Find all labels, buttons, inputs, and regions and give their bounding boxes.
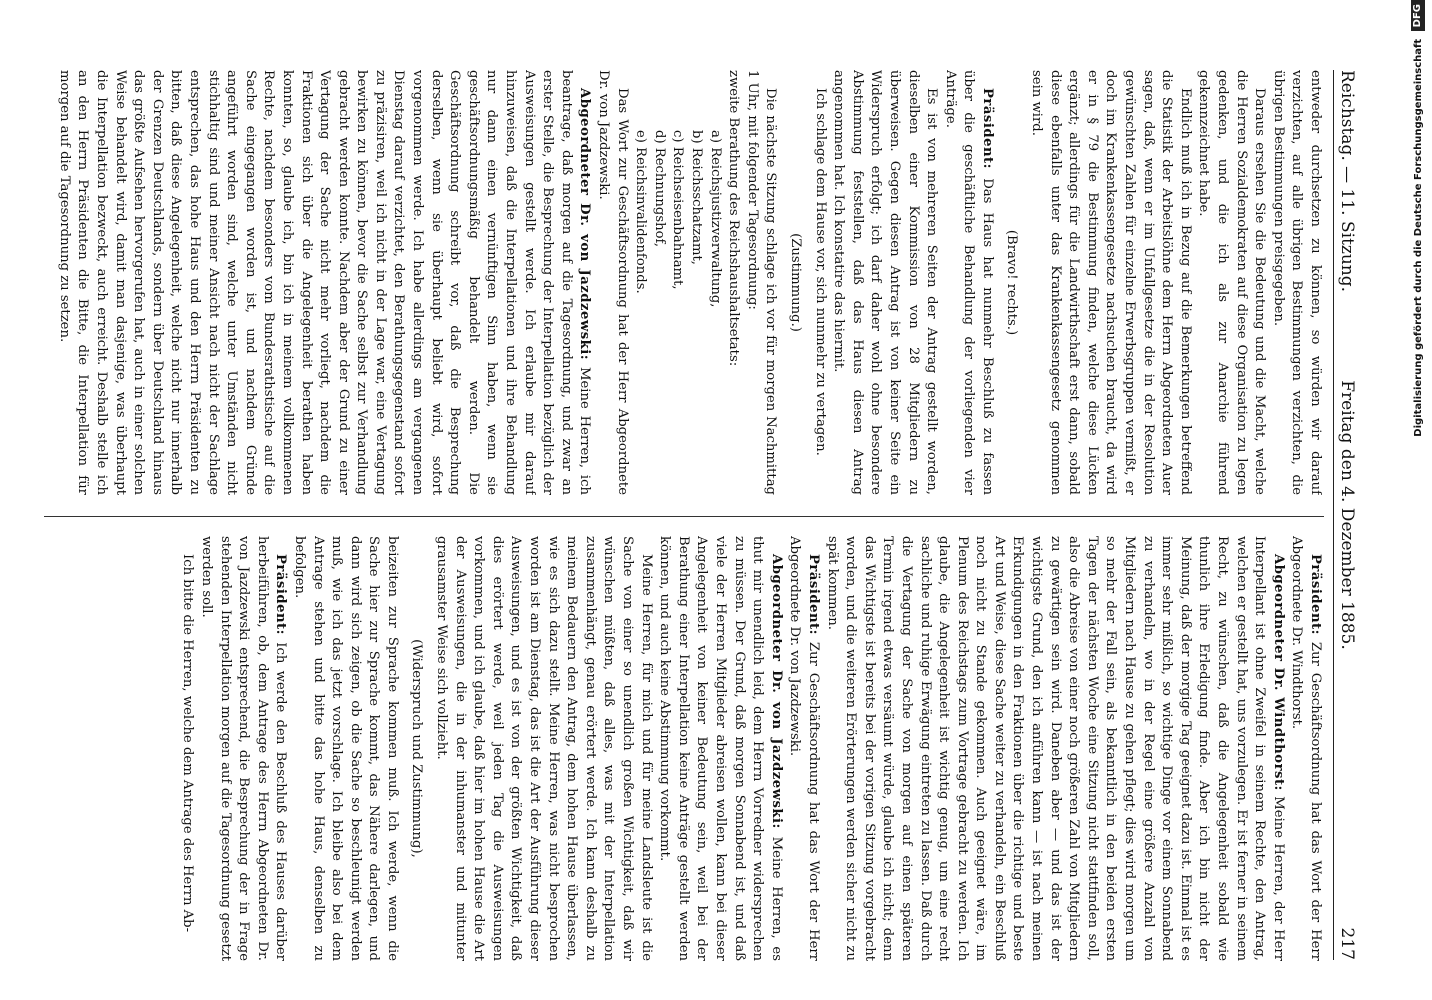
- paragraph: entweder durchsetzen zu können, so würden wir darauf verzichten, auf alle übrigen Bestimmungen verzichten, die übrigen Bestimmungen preisgegeben.: [1270, 70, 1323, 495]
- paragraph: Endlich muß ich in Bezug auf die Bemerkungen betreffend die Statistik der Arbeitslöhne dem Herrn Abgeordneten Auer sagen, daß, wenn er im Unfallgesetze die in der Resolution gewünschten Zahlen für einzelne Erwerbsgruppen vermißt, er doch im Krankenkassengesetze nachsuchen braucht, da wird er in § 79 die Bestimmung finden, welche diese Lücken ergänzt; allerdings für die Landwirthschaft erst dann, sobald diese ebenfalls unter das Krankenkassengesetz genommen sein wird.: [1029, 70, 1193, 495]
- speaker-name: Abgeordneter Dr. von Jazdzewski:: [768, 554, 784, 829]
- interjection-note: (Widerspruch und Zustimmung),: [409, 639, 425, 858]
- speech-text: Zur Geschäftsordnung hat das Wort der Herr Abgeordnete Dr. von Jazdzewski.: [787, 536, 821, 961]
- speaker-name: Präsident:: [805, 554, 821, 636]
- speech-text: Das Haus hat nunmehr Beschluß zu fassen über die geschäftliche Behandlung der vorliegenden vier Anträge.: [942, 70, 995, 495]
- speech-text: Meine Herren, ich beantrage, daß morgen auf die Tagesordnung, und zwar an erster Stelle, die Besprechung der Interpellation bezüglich der Ausweisungen gestellt werde. Ich erlaube mir darauf hinzuweisen, daß die Interpellationen und ihre Behandlung nur dann einen vernünftigen Sinn haben, wenn sie geschäftsordnungsmäßig behandelt werden. Die Geschäftsordnung schreibt vor, daß die Besprechung derselben, wenn sie überhaupt beliebt wird, sofort vorgenommen werde. Ich habe allerdings am vergangenen Dienstag darauf verzichtet, den Berathungsgegenstand sofort zu präzisiren, weil ich nicht in der Lage war, eine Vertagung bewirken zu können, bevor die Sache selbst zur Verhandlung gebracht werden konnte. Nachdem aber der Grund zu einer Vertagung der Sache nicht mehr vorliegt, nachdem die Fraktionen sich über die Angelegenheit berathen haben konnten, so, glaube ich, bin ich in meinem vollkommenen Rechte, nachdem besonders vom Bundesrathstische auf die Sache eingegangen worden ist, und nachdem Gründe angeführt worden sind, welche unter Umständen nicht stichhaltig sind und meiner Ansicht nach nicht der Sachlage entsprechen, das hohe Haus und den Herrn Präsidenten zu bitten, daß diese Angelegenheit, welche nicht nur innerhalb der Grenzen Deutschlands, sondern über Deutschland hinaus das größte Aufsehen hervorgerufen hat, auch in einer solchen Weise behandelt wird, damit man dasjenige, was überhaupt die Interpellation bezweckt, auch erreicht. Deshalb stelle ich an den Herrn Präsidenten die Bitte, die Interpellation für morgen auf die Tagesordnung zu setzen.: [56, 70, 593, 495]
- credit-text-wrapper: [1405, 0, 1432, 1000]
- paragraph: Daraus ersehen Sie die Bedeutung und die Macht, welche die Herren Sozialdemokraten auf diese Organisation zu legen gedenken, und die ich als zur Anarchie führend gekennzeichnet habe.: [1196, 70, 1268, 495]
- paragraph: [1287, 536, 1324, 961]
- speech-text: Ich werde den Beschluß des Hauses darüber herbeiführen, ob, dem Antrage des Herrn Abgeordneten Dr. von Jazdzewski entsprechend, die Besprechung der in Frage stehenden Interpellation morgen auf die Tagesordnung gesetzt werden soll.: [198, 536, 289, 961]
- credit-text: Digitalisierung gefördert durch die Deutsche Forschungsgemeinschaft: [1413, 38, 1424, 437]
- agenda-item: c) Reichseisenbahnamt,: [670, 130, 686, 290]
- speaker-name: Präsident:: [1308, 554, 1323, 636]
- assent-note: (Zustimmung.): [787, 233, 803, 332]
- applause-note: (Bravo! rechts.): [1004, 229, 1020, 336]
- paragraph: Es ist von mehreren Seiten der Antrag gestellt worden, dieselben einer Kommission von 28 Mitgliedern zu überweisen. Gegen diesen Antrag ist von keiner Seite ein Widerspruch erfolgt; ich darf daher wohl ohne besondere Abstimmung feststellen, daß das Haus diesen Antrag angenommen hat. Ich konstatire das hiermit.: [831, 70, 940, 495]
- paragraph: beizeiten zur Sprache kommen muß. Ich werde, wenn die Sache hier zur Sprache kommt, das Nähere darlegen, und dann wird sich zeigen, ob die Sache so beschleunigt werden muß, wie ich das jetzt vorschlage. Ich bleibe also bei dem Antrage stehen und bitte das hohe Haus, denselben zu befolgen.: [291, 536, 400, 961]
- speech-text: Meine Herren, es thut mir unendlich leid, dem Herrn Vorredner widersprechen zu müssen. Der Grund, daß morgen Sonnabend ist, und daß viele der Herren Mitglieder abreisen wollen, kann bei dieser Angelegenheit von keiner Bedeutung sein, weil bei der Berathung einer Interpellation keine Anträge gestellt werden können, und auch keine Abstimmung vorkommt.: [657, 536, 784, 961]
- header-date: Freitag den 4. Dezember 1885.: [1337, 380, 1357, 650]
- paragraph: [54, 70, 593, 495]
- paragraph: zweite Berathung des Reichshaushaltsetats:: [726, 70, 742, 367]
- agenda-item: d) Rechnungshof,: [651, 130, 667, 248]
- page-number: 217: [1337, 927, 1357, 960]
- speaker-name: Abgeordneter Dr. Windthorst:: [1270, 554, 1286, 791]
- speaker-name: Präsident:: [979, 88, 995, 170]
- speech-text: Zur Geschäftsordnung hat das Wort der Herr Abgeordnete Dr. Windthorst.: [1289, 536, 1323, 961]
- paragraph: [655, 536, 785, 961]
- speaker-name: Präsident:: [273, 554, 289, 636]
- agenda-list: [631, 70, 724, 495]
- digitization-credit: [1405, 0, 1432, 1000]
- paragraph: Ich bitte die Herren, welche dem Antrage des Herrn Ab-: [180, 554, 196, 933]
- speaker-name: Abgeordneter Dr. von Jazdzewski:: [577, 88, 593, 361]
- speech-text: Meine Herren, der Herr Interpellant ist ohne Zweifel in seinem Rechte, den Antrag, welchen er gestellt hat, uns vorzulegen. Er ist ferner in seinem Recht, zu wünschen, daß die Angelegenheit sobald wie thunlich ihre Erledigung finde. Aber ich bin nicht der Meinung, daß der morgige Tag geeignet dazu ist. Einmal ist es immer sehr mißlich, so wichtige Dinge vor einem Sonnabend zu verhandeln, wo in der Regel eine größere Anzahl von Mitgliedern nach Hause zu gehen pflegt; dies wird morgen um so mehr der Fall sein, als bekanntlich in den beiden ersten Tagen der nächsten Woche eine Sitzung nicht stattfinden soll, also die Abreise von einer noch größeren Zahl von Mitgliedern zu gewärtigen sein wird. Daneben aber — und das ist der wichtigste Grund, den ich anführen kann — ist nach meinen Erkundigungen in den Fraktionen über die richtige und beste Art und Weise, diese Sache weiter zu verhandeln, ein Beschluß noch nicht zu Stande gekommen. Auch geeignet wäre, im Plenum des Reichstags zum Vortrage gebracht zu werden. Ich glaube, die Angelegenheit ist wichtig genug, um eine recht sachliche und ruhige Erwägung eintreten zu lassen. Daß durch die Vertagung der Sache von morgen auf einen späteren Termin irgend etwas versäumt würde, glaube ich nicht; denn das Wichtigste ist bereits bei der vorigen Sitzung vorgebracht worden, und die weiteren Erörterungen werden sicher nicht zu spät kommen.: [824, 536, 1286, 961]
- agenda-item: a) Reichsjustizverwaltung,: [707, 130, 723, 308]
- agenda-item: b) Reichsschatzamt,: [689, 130, 704, 265]
- column-divider: [44, 516, 1324, 517]
- page-header: [1333, 70, 1360, 960]
- dfg-logo: DFG: [1411, 0, 1425, 31]
- paragraph: [940, 70, 996, 495]
- paragraph: Das Wort zur Geschäftsordnung hat der Herr Abgeordnete Dr. von Jazdzewski.: [596, 70, 630, 495]
- agenda-item: e) Reichsinvalidenfonds.: [633, 130, 649, 294]
- paragraph: Die nächste Sitzung schlage ich vor für morgen Nachmittag 1 Uhr, mit folgender Tagesordnung:: [744, 70, 779, 495]
- right-column: [24, 536, 1324, 961]
- header-session: Reichstag. — 11. Sitzung.: [1337, 70, 1357, 293]
- left-column: [24, 70, 1324, 495]
- paragraph: Ich schlage dem Hause vor, sich nunmehr zu vertagen.: [812, 88, 828, 456]
- paragraph: [822, 536, 1287, 961]
- paragraph: Meine Herren, für mich und für meine Landsleute ist die Sache von einer so unendlich großen Wichtigkeit, daß wir wünschen müßten, daß alles, was mit der Interpellation zusammenhängt, genau erörtert werde. Ich kann deshalb zu meinem Bedauern den Antrag, dem hohen Hause überlassen, wie es sich dazu stellt. Meine Herren, was nicht besprochen worden ist am Dienstag, das ist die Art der Ausführung dieser Ausweisungen, und es ist von der größten Wichtigkeit, daß dies erörtert werde, weil jeden Tag die Ausweisungen vorkommen, und ich glaube, daß hier im hohen Hause die Art der Ausweisungen, die in der inhumanster und mitunter grausamster Weise sich vollzieht.: [434, 536, 654, 961]
- paragraph: [196, 536, 289, 961]
- paragraph: [785, 536, 822, 961]
